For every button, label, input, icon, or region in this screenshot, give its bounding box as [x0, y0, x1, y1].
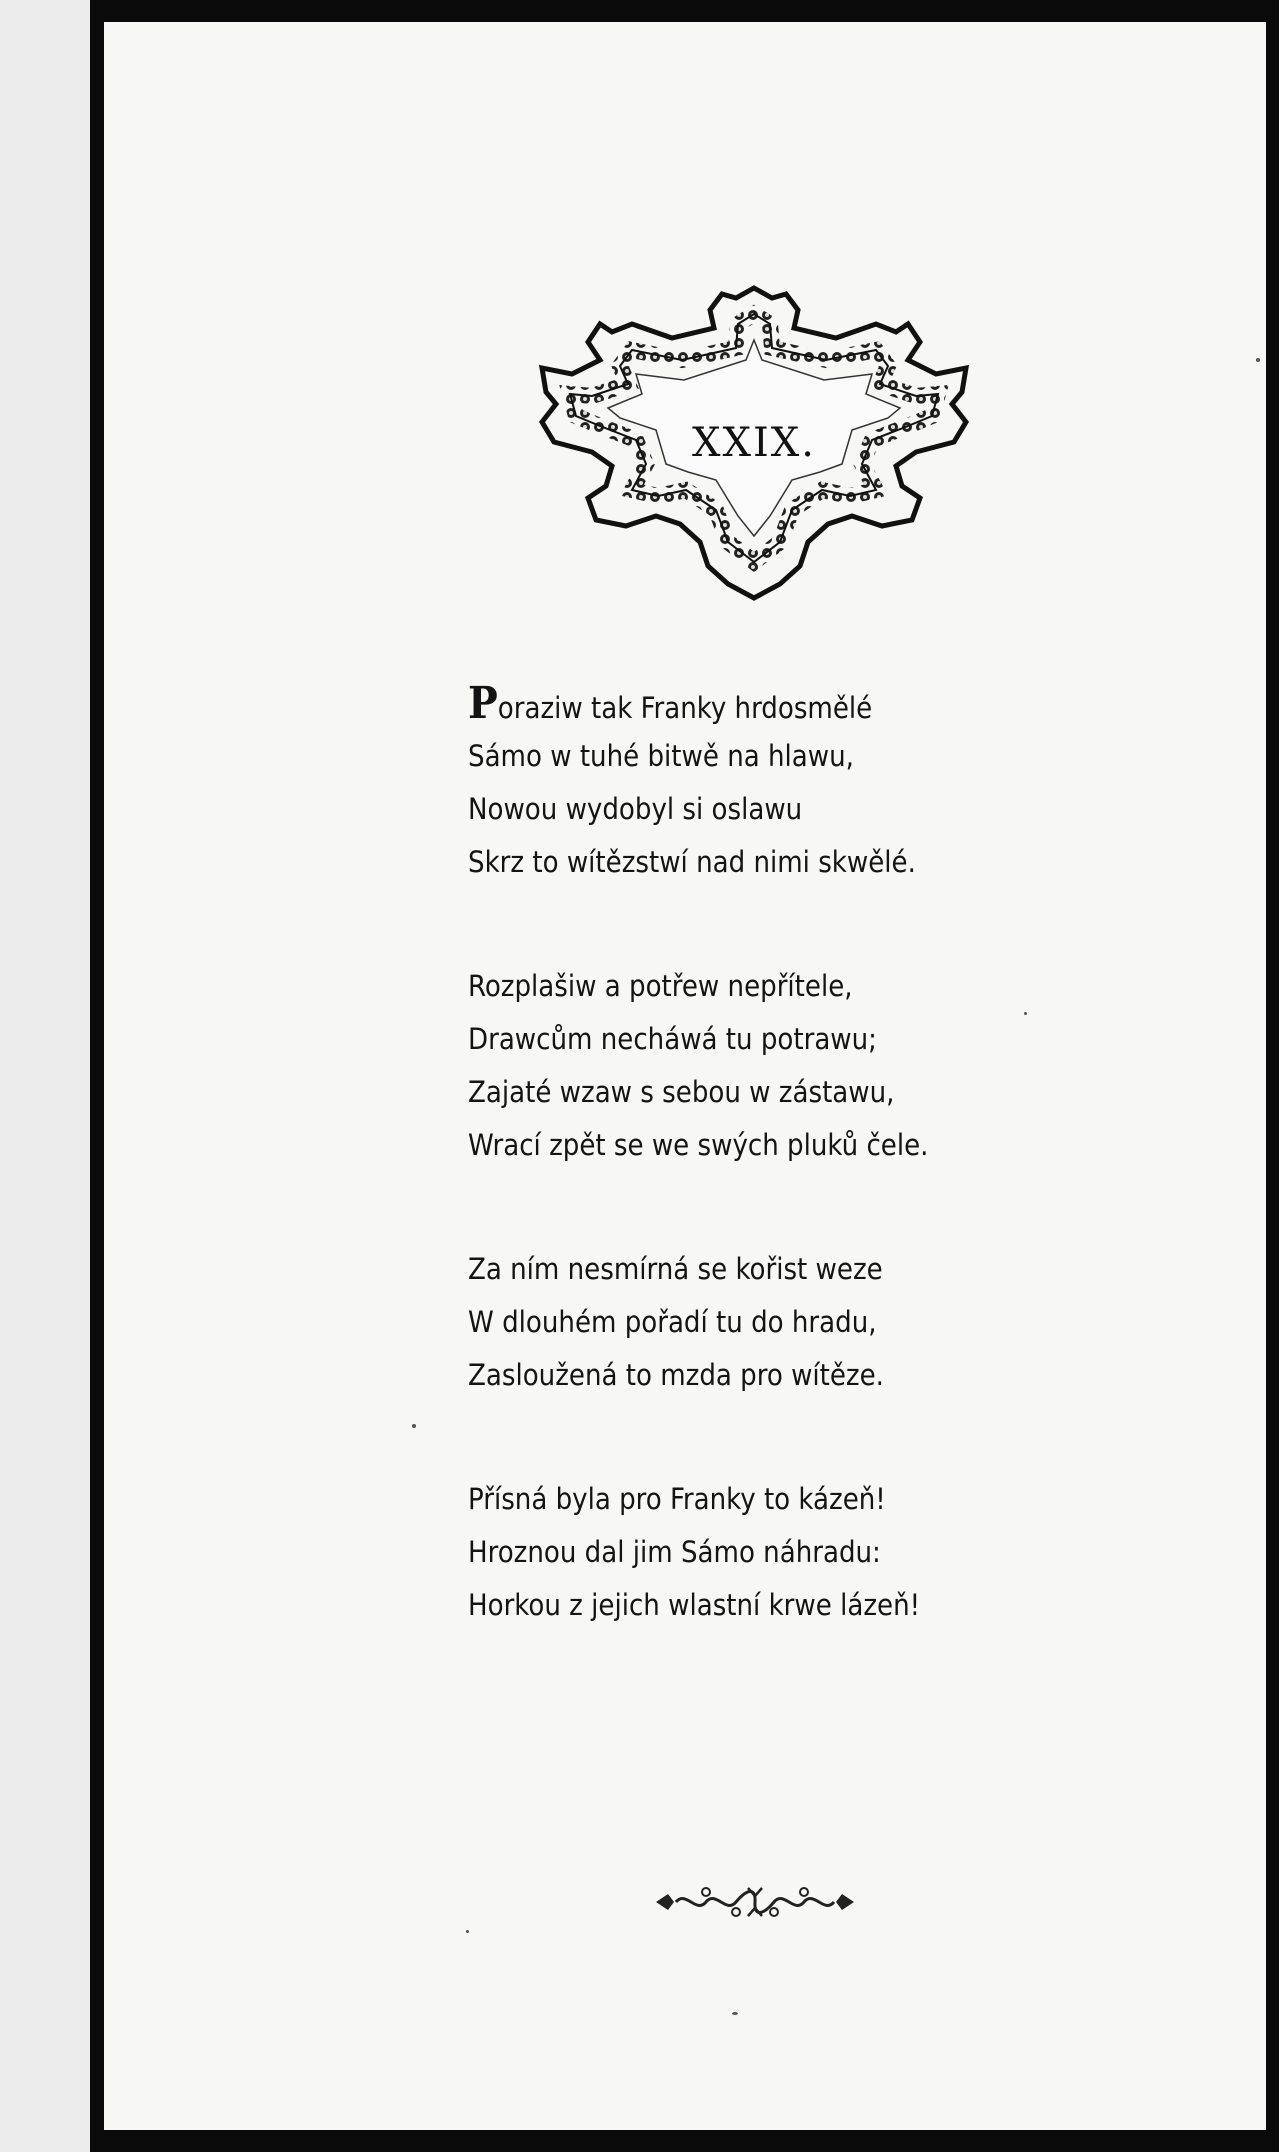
- poem-line: Přísná byla pro Franky to kázeň!: [468, 1482, 886, 1516]
- stanza-3: [468, 1243, 1168, 1402]
- stanza-gap: [468, 1172, 1168, 1243]
- paper-speck: [1256, 358, 1260, 362]
- poem: [468, 677, 1168, 1632]
- poem-line: W dlouhém pořadí tu do hradu,: [468, 1305, 877, 1339]
- tailpiece-ornament-icon: [652, 1882, 858, 1922]
- paper-speck: [412, 1424, 416, 1428]
- poem-line: Hroznou dal jim Sámo náhradu:: [468, 1535, 881, 1569]
- facing-page-edge: [0, 0, 90, 2152]
- paper-speck: [466, 1930, 469, 1933]
- poem-line: Drawcům necháwá tu potrawu;: [468, 1022, 877, 1056]
- drop-cap: P: [468, 678, 498, 729]
- chapter-heading-frame: [536, 280, 972, 610]
- book-page: [104, 22, 1266, 2130]
- paper-speck: [1024, 1012, 1027, 1015]
- poem-line: Zasloužená to mzda pro wítěze.: [468, 1358, 884, 1392]
- poem-line-text: oraziw tak Franky hrdosmělé: [497, 691, 873, 725]
- poem-line: Skrz to wítězstwí nad nimi skwělé.: [468, 845, 916, 879]
- chapter-number: XXIX.: [692, 420, 816, 466]
- stanza-1: [468, 677, 1168, 889]
- stanza-4: [468, 1473, 1168, 1632]
- stanza-gap: [468, 1402, 1168, 1473]
- poem-line: Sámo w tuhé bitwě na hlawu,: [468, 739, 854, 773]
- poem-line: Nowou wydobyl si oslawu: [468, 792, 803, 826]
- poem-line: Wrací zpět se we swých pluků čele.: [468, 1128, 929, 1162]
- poem-line: [468, 677, 1168, 730]
- stanza-gap: [468, 889, 1168, 960]
- poem-line: Horkou z jejich wlastní krwe lázeň!: [468, 1588, 921, 1622]
- paper-speck: [732, 2012, 738, 2015]
- poem-line: Rozplašiw a potřew nepřítele,: [468, 969, 853, 1003]
- stanza-2: [468, 960, 1168, 1172]
- poem-line: Zajaté wzaw s sebou w zástawu,: [468, 1075, 895, 1109]
- poem-line: Za ním nesmírná se kořist weze: [468, 1252, 883, 1286]
